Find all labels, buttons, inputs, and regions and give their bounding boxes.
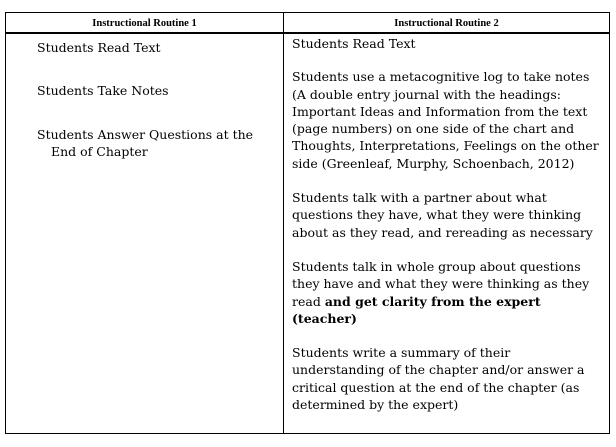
header-routine-2: Instructional Routine 2 bbox=[394, 18, 499, 29]
routine-1-step: Students Answer Questions at the End of Chapter bbox=[37, 126, 254, 159]
column-divider bbox=[283, 13, 284, 433]
routine-2-step-emphasis: and get clarity from the expert (teacher) bbox=[292, 293, 541, 326]
routine-1-step: Students Take Notes bbox=[37, 83, 169, 99]
routine-2-step: Students Read Text bbox=[292, 36, 416, 51]
routine-1-cell bbox=[37, 39, 277, 186]
routine-2-step: Students use a metacognitive log to take notes (A double entry journal with the headings: Important Ideas and Information from the text (page numbers) on one side of the chart and Thoughts, Interpretations, Feelings on the other side (Greenleaf, Murphy, Schoenbach, 2012) bbox=[292, 69, 599, 171]
routines-table bbox=[5, 12, 610, 434]
routine-2-step: Students write a summary of their understanding of the chapter and/or answer a critical question at the end of the chapter (as determined by the expert) bbox=[292, 345, 585, 413]
routine-1-step: Students Read Text bbox=[37, 40, 161, 55]
routine-2-step: Students talk with a partner about what questions they have, what they were thinking about as they read, and rereading as necessary bbox=[292, 190, 593, 240]
header-routine-1: Instructional Routine 1 bbox=[92, 18, 197, 29]
table-header-row bbox=[6, 13, 609, 34]
routine-2-cell bbox=[292, 35, 606, 430]
routine-2-step bbox=[292, 258, 606, 327]
routine-2-step-text: Students talk in whole group about questions they have and what they were thinking as they read bbox=[292, 258, 590, 309]
